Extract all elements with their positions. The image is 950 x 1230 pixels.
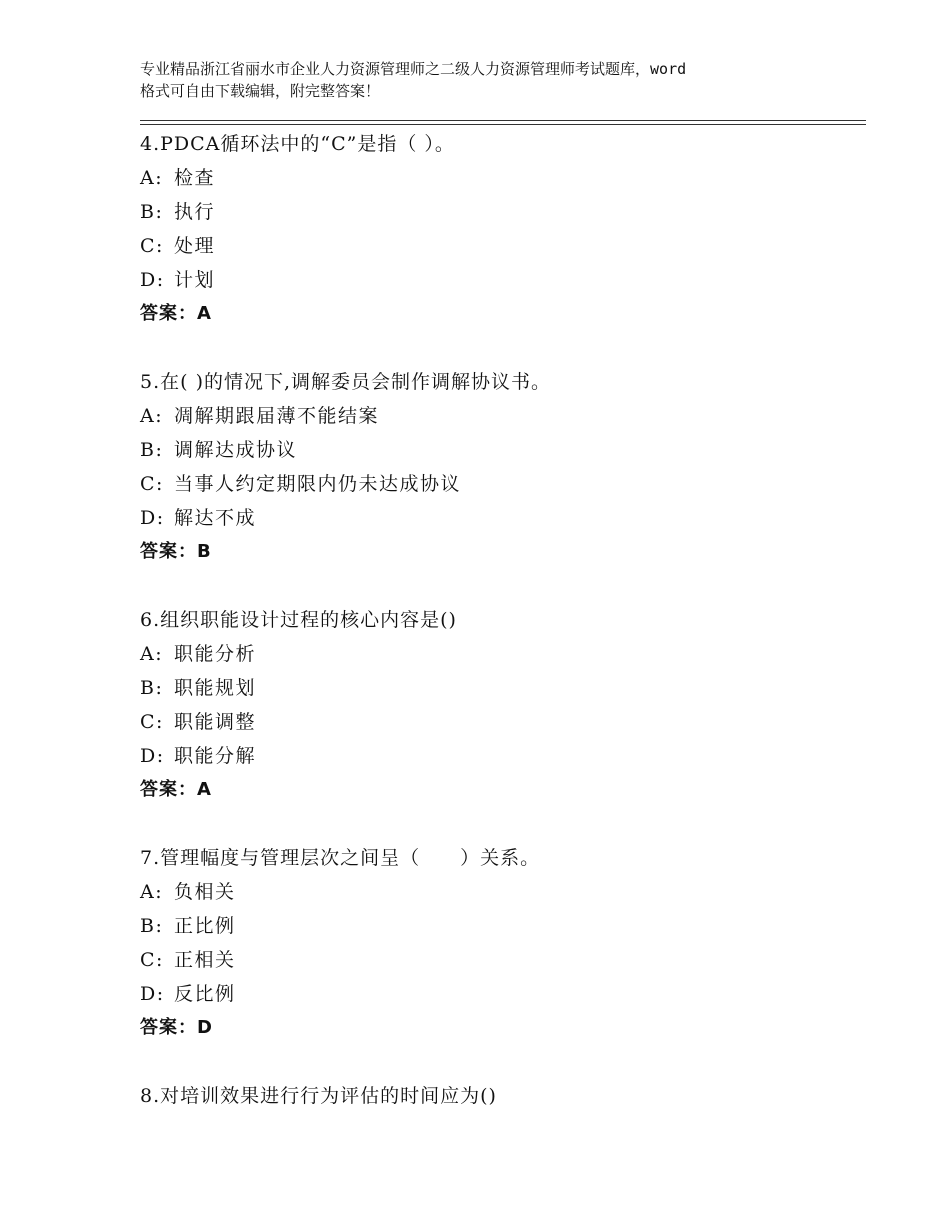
answer-option <box>140 229 860 263</box>
answer-option <box>140 399 860 433</box>
document-header <box>140 58 840 102</box>
option-text: 职能分解 <box>174 745 257 767</box>
question-spacer <box>140 331 860 365</box>
option-label: A: <box>140 643 164 665</box>
question-block <box>140 603 860 807</box>
question-title: 8.对培训效果进行行为评估的时间应为() <box>140 1085 497 1107</box>
answer-option <box>140 671 860 705</box>
option-text: 职能规划 <box>174 677 257 699</box>
question-block <box>140 127 860 331</box>
option-text: 职能调整 <box>174 711 257 733</box>
question-title: 7.管理幅度与管理层次之间呈（ ）关系。 <box>140 847 541 869</box>
answer-key: 答案：B <box>140 541 212 562</box>
header-divider-bottom <box>140 124 866 125</box>
answer-option <box>140 501 860 535</box>
question-block <box>140 841 860 1045</box>
option-text: 正比例 <box>174 915 236 937</box>
option-text: 当事人约定期限内仍未达成协议 <box>174 473 462 495</box>
option-label: C: <box>140 473 164 495</box>
option-label: C: <box>140 235 164 257</box>
option-text: 职能分析 <box>174 643 257 665</box>
answer-option <box>140 977 860 1011</box>
option-label: D: <box>140 983 165 1005</box>
answer-option <box>140 875 860 909</box>
option-label: A: <box>140 881 164 903</box>
question-title: 5.在( )的情况下,调解委员会制作调解协议书。 <box>140 371 552 393</box>
header-line-1: 专业精品浙江省丽水市企业人力资源管理师之二级人力资源管理师考试题库，word <box>140 60 687 78</box>
answer-option <box>140 909 860 943</box>
option-label: D: <box>140 745 165 767</box>
answer-option <box>140 943 860 977</box>
option-label: B: <box>140 201 164 223</box>
question-spacer <box>140 569 860 603</box>
header-divider-top <box>140 120 866 121</box>
answer-key: 答案：A <box>140 779 212 800</box>
option-label: A: <box>140 405 164 427</box>
option-text: 处理 <box>174 235 216 257</box>
option-label: D: <box>140 507 165 529</box>
question-title: 4.PDCA循环法中的“C”是指（ ）。 <box>140 133 455 155</box>
option-label: A: <box>140 167 164 189</box>
answer-option <box>140 637 860 671</box>
option-text: 调解达成协议 <box>174 439 298 461</box>
question-block <box>140 365 860 569</box>
answer-key: 答案：D <box>140 1017 213 1038</box>
option-text: 计划 <box>174 269 216 291</box>
option-label: B: <box>140 915 164 937</box>
option-label: B: <box>140 677 164 699</box>
option-text: 正相关 <box>174 949 236 971</box>
answer-option <box>140 705 860 739</box>
option-label: C: <box>140 711 164 733</box>
option-text: 检查 <box>174 167 216 189</box>
option-text: 负相关 <box>174 881 236 903</box>
question-title: 6.组织职能设计过程的核心内容是() <box>140 609 457 631</box>
option-text: 解达不成 <box>174 507 257 529</box>
option-text: 反比例 <box>174 983 236 1005</box>
answer-option <box>140 739 860 773</box>
question-list <box>140 127 860 1113</box>
header-line-2: 格式可自由下载编辑，附完整答案！ <box>140 82 381 100</box>
answer-option <box>140 161 860 195</box>
question-spacer <box>140 807 860 841</box>
answer-option <box>140 467 860 501</box>
answer-option <box>140 433 860 467</box>
question-block <box>140 1079 860 1113</box>
option-text: 凋解期跟届薄不能结案 <box>174 405 380 427</box>
option-label: C: <box>140 949 164 971</box>
answer-key: 答案：A <box>140 303 212 324</box>
answer-option <box>140 263 860 297</box>
question-spacer <box>140 1045 860 1079</box>
option-text: 执行 <box>174 201 216 223</box>
answer-option <box>140 195 860 229</box>
option-label: D: <box>140 269 165 291</box>
option-label: B: <box>140 439 164 461</box>
